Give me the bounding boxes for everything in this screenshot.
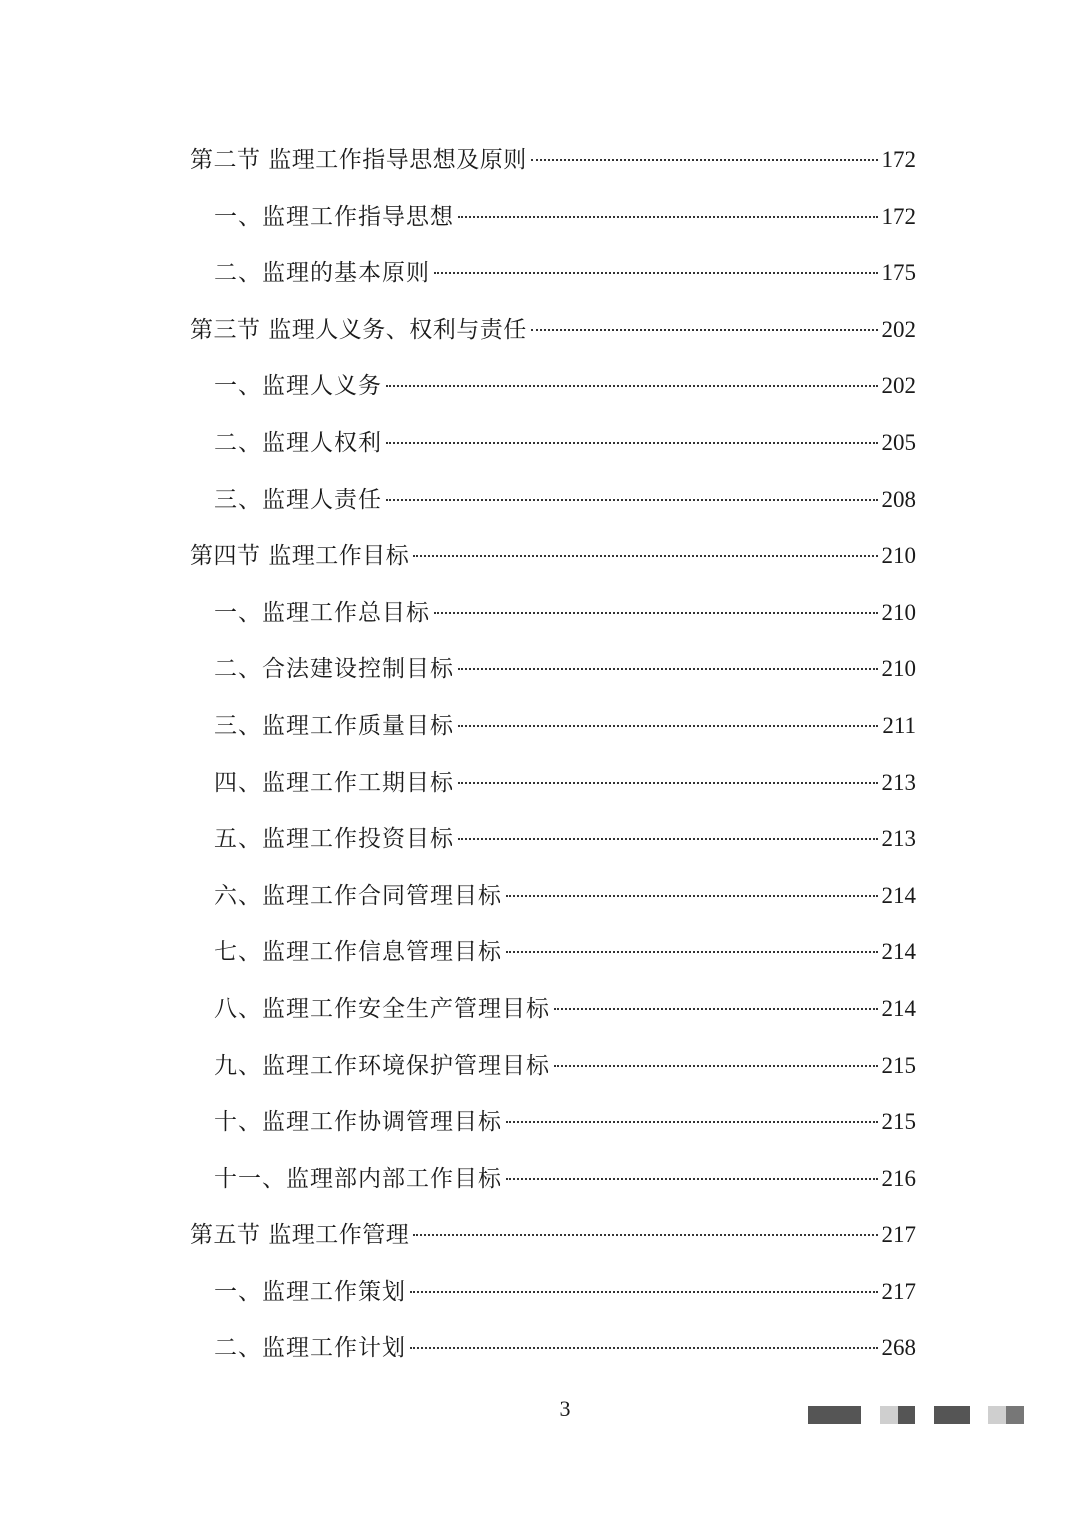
toc-entry[interactable] [190,1264,916,1321]
toc-entry[interactable] [190,472,916,529]
toc-entry[interactable] [190,698,916,755]
toc-entry-title: 一、监理工作策划 [214,1278,406,1305]
toc-entry-title: 二、监理工作计划 [214,1335,406,1362]
footer-decoration-block [1006,1406,1024,1424]
toc-dot-leader [413,1234,877,1236]
toc-entry-page: 208 [881,486,916,512]
toc-entry-page: 215 [881,1052,916,1078]
toc-entry-page: 205 [881,429,916,455]
toc-dot-leader [506,1121,878,1123]
toc-entry-title: 十、监理工作协调管理目标 [214,1109,502,1136]
toc-entry-page: 172 [881,203,916,229]
toc-entry-page: 202 [881,316,916,342]
toc-entry[interactable] [190,1151,916,1208]
toc-section-entry[interactable] [190,1207,916,1264]
toc-dot-leader [410,1291,878,1293]
toc-entry[interactable] [190,811,916,868]
toc-dot-leader [458,668,878,670]
toc-entry-page: 210 [881,543,916,569]
toc-dot-leader [506,951,878,953]
toc-entry[interactable] [190,1320,916,1377]
toc-entry[interactable] [190,641,916,698]
toc-entry-title: 第三节 监理人义务、权利与责任 [190,316,527,343]
toc-entry[interactable] [190,924,916,981]
toc-entry-page: 210 [881,656,916,682]
toc-entry-page: 214 [881,995,916,1021]
toc-entry-title: 七、监理工作信息管理目标 [214,939,502,966]
footer-decoration-block [988,1406,1006,1424]
toc-entry-title: 二、监理的基本原则 [214,260,430,287]
toc-entry-title: 六、监理工作合同管理目标 [214,882,502,909]
toc-entry-page: 217 [881,1278,916,1304]
toc-entry-page: 213 [881,826,916,852]
toc-entry[interactable] [190,1038,916,1095]
toc-dot-leader [531,329,878,331]
toc-entry-title: 四、监理工作工期目标 [214,769,454,796]
footer-decoration-block [880,1406,898,1424]
toc-entry-page: 175 [881,260,916,286]
toc-entry[interactable] [190,189,916,246]
toc-entry-title: 五、监理工作投资目标 [214,826,454,853]
toc-dot-leader [458,725,878,727]
toc-entry-title: 一、监理工作指导思想 [214,203,454,230]
toc-entry-page: 217 [881,1222,916,1248]
toc-dot-leader [410,1347,878,1349]
toc-entry[interactable] [190,245,916,302]
toc-entry[interactable] [190,755,916,812]
toc-entry-title: 第四节 监理工作目标 [190,543,410,570]
toc-dot-leader [434,612,878,614]
toc-dot-leader [386,442,878,444]
toc-entry-title: 十一、监理部内部工作目标 [214,1165,502,1192]
toc-entry[interactable] [190,981,916,1038]
toc-entry-title: 三、监理工作质量目标 [214,712,454,739]
toc-entry-page: 172 [881,147,916,172]
toc-entry-title: 八、监理工作安全生产管理目标 [214,995,550,1022]
toc-entry-title: 三、监理人责任 [214,486,382,513]
toc-dot-leader [386,385,878,387]
toc-entry-page: 202 [881,373,916,399]
toc-dot-leader [458,782,878,784]
table-of-contents [190,132,916,1377]
toc-entry-title: 二、监理人权利 [214,429,382,456]
toc-section-entry[interactable] [190,528,916,585]
toc-entry-title: 第二节 监理工作指导思想及原则 [190,147,527,173]
toc-section-entry[interactable] [190,302,916,359]
toc-section-entry[interactable] [190,132,916,189]
toc-dot-leader [506,895,878,897]
toc-entry-page: 214 [881,882,916,908]
toc-entry-page: 215 [881,1109,916,1135]
toc-entry-page: 214 [881,939,916,965]
footer-decoration-block [808,1406,861,1424]
toc-entry[interactable] [190,868,916,925]
toc-entry[interactable] [190,415,916,472]
toc-entry-title: 二、合法建设控制目标 [214,656,454,683]
toc-entry[interactable] [190,1094,916,1151]
toc-dot-leader [531,159,878,161]
toc-dot-leader [386,499,878,501]
toc-dot-leader [413,555,877,557]
toc-dot-leader [554,1065,878,1067]
toc-entry-page: 211 [882,712,916,738]
toc-entry[interactable] [190,358,916,415]
toc-entry-title: 一、监理人义务 [214,373,382,400]
toc-entry-page: 213 [881,769,916,795]
toc-dot-leader [434,272,878,274]
toc-entry-page: 216 [881,1165,916,1191]
toc-entry-title: 一、监理工作总目标 [214,599,430,626]
toc-entry-title: 九、监理工作环境保护管理目标 [214,1052,550,1079]
toc-dot-leader [458,216,878,218]
toc-entry-page: 210 [881,599,916,625]
footer-decoration-block [898,1406,915,1424]
toc-dot-leader [506,1178,878,1180]
toc-entry-title: 第五节 监理工作管理 [190,1222,410,1249]
footer-decoration-block [934,1406,970,1424]
toc-dot-leader [554,1008,878,1010]
page-number: 3 [559,1396,571,1421]
toc-dot-leader [458,838,878,840]
toc-entry[interactable] [190,585,916,642]
toc-entry-page: 268 [881,1335,916,1361]
